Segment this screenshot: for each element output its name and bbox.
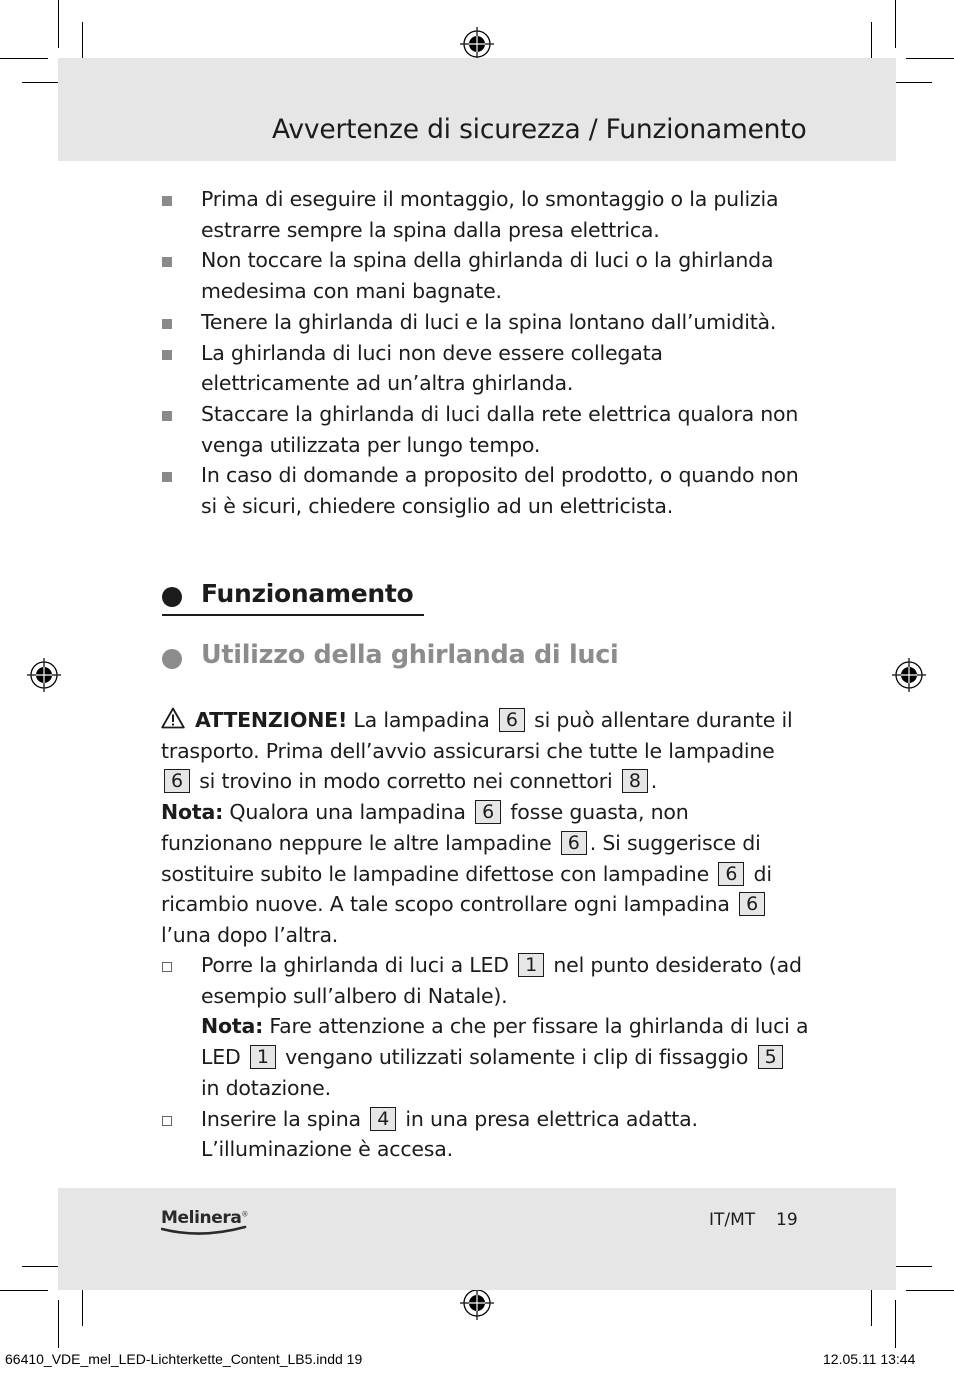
crop-mark [906, 1290, 954, 1291]
warning-block [161, 705, 801, 951]
brand-swoosh-icon [161, 1225, 247, 1237]
warning-paragraph [161, 705, 801, 797]
list-item-text: Non toccare la spina della ghirlanda di luci o la ghirlanda medesima con mani bagnate. [201, 248, 774, 304]
list-item-text: La ghirlanda di luci non deve essere collegata elettricamente ad un’altra ghirlanda. [201, 340, 663, 396]
slug-filename: 66410_VDE_mel_LED-Lichterkette_Content_LB5.indd 19 [5, 1351, 363, 1367]
square-bullet-icon [162, 196, 172, 206]
part-number-badge: 6 [499, 708, 525, 732]
note-paragraph [161, 797, 801, 951]
square-bullet-icon [162, 257, 172, 267]
list-item-text: In caso di domande a proposito del prodotto, o quando non si è sicuri, chiedere consiglio ad un elettricista. [201, 463, 799, 519]
part-number-badge: 1 [518, 953, 544, 977]
heading-underline [162, 614, 424, 616]
warning-text: si può allentare durante il trasporto. Prima dell’avvio assicurarsi che tutte le lampadine [161, 708, 793, 763]
slug-timestamp: 12.05.11 13:44 [823, 1351, 916, 1367]
part-number-badge: 1 [250, 1045, 276, 1069]
crop-mark [0, 1290, 48, 1291]
part-number-badge: 6 [475, 800, 501, 824]
note-text: . Si suggerisce di sostituire subito le lampadine difettose con lampadine [161, 830, 761, 886]
warning-text: si trovino in modo corretto nei connettori [192, 769, 619, 794]
registration-mark-icon [460, 1286, 494, 1320]
checkbox-square-icon [162, 1116, 172, 1126]
note-text: di ricambio nuove. A tale scopo controllare ogni lampadina [161, 861, 772, 917]
step-note-text: Fare attenzione a che per fissare la ghirlanda di luci a LED [201, 1014, 809, 1070]
list-item [160, 307, 810, 338]
list-item [160, 245, 810, 306]
crop-mark [58, 0, 59, 48]
registration-mark-icon [460, 27, 494, 61]
warning-triangle-icon [161, 707, 185, 729]
step-text: in una presa elettrica adatta. L’illuminazione è accesa. [201, 1106, 698, 1162]
note-text: fosse guasta, non funzionano neppure le altre lampadine [161, 800, 689, 855]
brand-logo [161, 1208, 251, 1238]
note-text: l’una dopo l’altra. [161, 922, 339, 947]
square-bullet-icon [162, 350, 172, 360]
heading-text: Funzionamento [201, 579, 414, 608]
list-item [160, 399, 810, 460]
crop-mark [895, 1300, 896, 1348]
part-number-badge: 4 [370, 1107, 396, 1131]
square-bullet-icon [162, 472, 172, 482]
step-text: nel punto desiderato (ad esempio sull’albero di Natale). [201, 953, 802, 1008]
warning-text: La lampadina [347, 708, 496, 732]
step-note-text: vengano utilizzati solamente i clip di fissaggio [278, 1045, 755, 1070]
page-number: 19 [776, 1210, 798, 1230]
part-number-badge: 6 [561, 831, 587, 855]
part-number-badge: 5 [758, 1045, 784, 1069]
registration-mark-icon [27, 658, 61, 692]
list-item-text: Tenere la ghirlanda di luci e la spina lontano dall’umidità. [201, 309, 777, 334]
safety-list [160, 184, 810, 522]
list-item-text: Staccare la ghirlanda di luci dalla rete elettrica qualora non venga utilizzata per lungo tempo. [201, 401, 799, 457]
brand-name-text: Melinera [161, 1208, 242, 1228]
page-title: Avvertenze di sicurezza / Funzionamento [272, 114, 807, 145]
steps-list [160, 950, 810, 1165]
square-bullet-icon [162, 319, 172, 329]
crop-mark [82, 1284, 83, 1326]
step-note-text: in dotazione. [201, 1075, 331, 1100]
list-item-text: Prima di eseguire il montaggio, lo smontaggio o la pulizia estrarre sempre la spina dalla presa elettrica. [201, 187, 779, 242]
footer-band [58, 1188, 896, 1290]
crop-mark [0, 58, 48, 59]
crop-mark [906, 58, 954, 59]
bullet-dot-icon [162, 649, 182, 669]
registration-mark-icon [892, 658, 926, 692]
step-text: Inserire la spina [201, 1106, 368, 1131]
part-number-badge: 6 [739, 892, 765, 916]
list-item [160, 184, 810, 245]
crop-mark [890, 82, 932, 83]
step-item [160, 1104, 810, 1165]
step-text: Porre la ghirlanda di luci a LED [201, 953, 516, 977]
registered-mark: ® [241, 1210, 248, 1219]
crop-mark [58, 1300, 59, 1348]
bullet-dot-icon [162, 587, 182, 607]
checkbox-square-icon [162, 962, 172, 972]
crop-mark [890, 1266, 932, 1267]
part-number-badge: 6 [164, 769, 190, 793]
language-code: IT/MT [709, 1210, 756, 1230]
square-bullet-icon [162, 411, 172, 421]
list-item [160, 338, 810, 399]
warning-text: . [650, 769, 658, 794]
step-item [160, 950, 810, 1104]
crop-mark [895, 0, 896, 48]
warning-label: ATTENZIONE! [195, 708, 348, 732]
note-label: Nota: [161, 800, 224, 825]
part-number-badge: 8 [622, 769, 648, 793]
list-item [160, 460, 810, 521]
note-text: Qualora una lampadina [223, 800, 473, 825]
header-band [58, 58, 896, 161]
crop-mark [871, 1284, 872, 1326]
part-number-badge: 6 [718, 862, 744, 886]
heading-text: Utilizzo della ghirlanda di luci [201, 640, 619, 670]
note-label: Nota: [201, 1014, 264, 1039]
